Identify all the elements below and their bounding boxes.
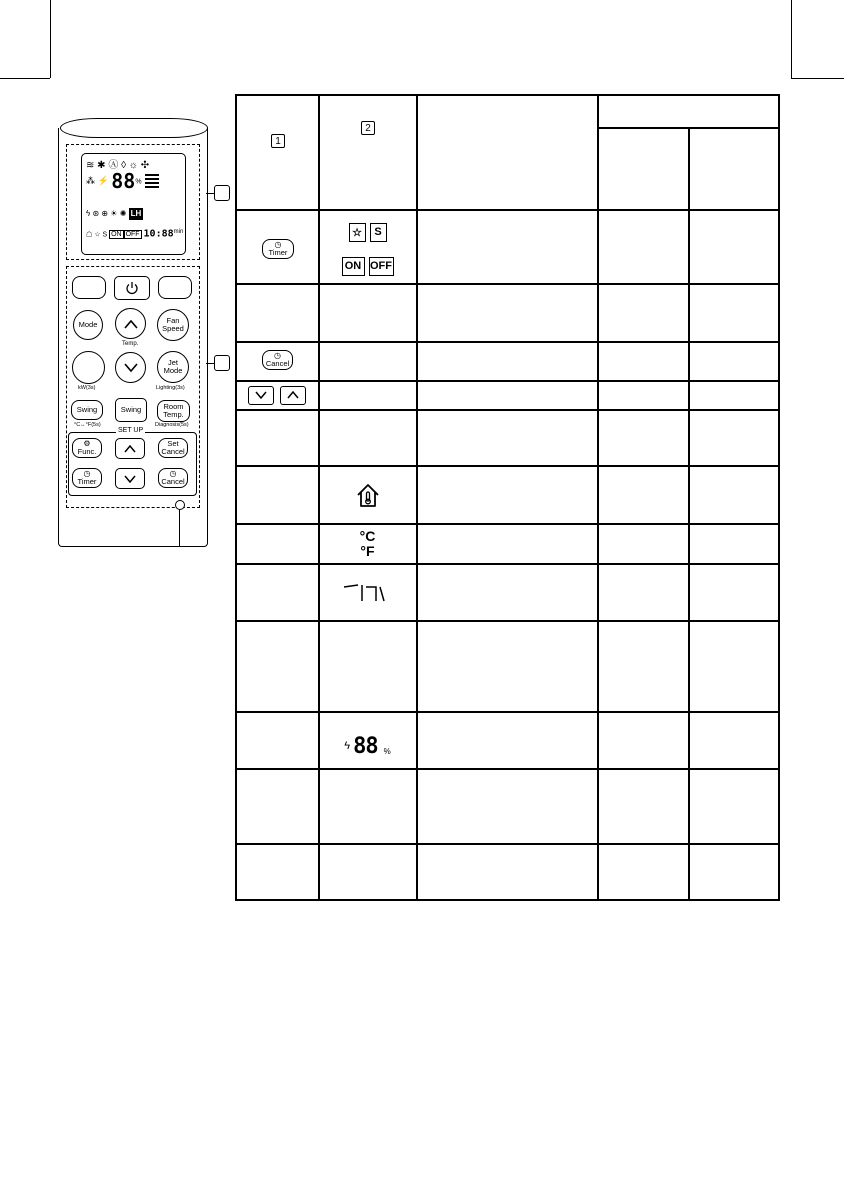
diagnosis-label: Diagnosis(5s) — [155, 422, 189, 428]
lcd-display — [81, 153, 186, 255]
swing-vertical-button[interactable]: Swing — [71, 400, 103, 420]
sensor-leader-line — [179, 509, 180, 547]
lighting-left-button[interactable] — [72, 276, 106, 299]
lighting-right-button[interactable] — [158, 276, 192, 299]
setup-up-button[interactable] — [115, 438, 145, 459]
chevron-up-icon — [280, 386, 306, 405]
crop-mark — [791, 78, 844, 79]
lcd-lh-badge: LH — [130, 209, 142, 218]
lcd-mode-icons: ≋ ✱ Ⓐ ◊ ☼ ✣ — [86, 160, 150, 171]
callout-leader — [206, 363, 214, 364]
setup-down-button[interactable] — [115, 468, 145, 489]
crop-mark — [50, 0, 51, 78]
lcd-row3: ϟ ⊛ ⊕ ☀ ✺ LH — [86, 209, 142, 218]
lcd-row4: ☖ ☆ S ON OFF $10:88^{min}$ — [86, 228, 184, 240]
function-table — [235, 94, 780, 901]
lighting-label: Lighting(3s) — [156, 385, 185, 391]
swing-horizontal-button[interactable]: Swing — [115, 398, 147, 422]
home-thermometer-icon — [319, 479, 416, 511]
room-temp-button[interactable]: Room Temp. — [157, 400, 190, 422]
up-down-buttons-icon — [243, 385, 311, 405]
chevron-down-icon — [124, 363, 138, 373]
lcd-row2: ⁂ ⚡ 88% — [86, 174, 159, 188]
fan-bars-icon — [145, 174, 159, 188]
temp-down-button[interactable] — [115, 352, 146, 383]
lcd-digits: 88 — [111, 169, 136, 193]
callout-leader — [206, 193, 214, 194]
setup-label: SET UP — [118, 427, 144, 434]
clock-icon: ◷ — [274, 240, 282, 249]
remote-top-cap — [60, 118, 208, 138]
cancel-button-icon: ◷ Cancel — [262, 350, 293, 370]
func-button[interactable]: ⚙ Func. — [72, 438, 102, 458]
power-button[interactable] — [114, 276, 150, 300]
humidity-display-icon: ϟ 88 % — [344, 733, 391, 759]
callout-1 — [214, 185, 230, 201]
fan-speed-button[interactable]: Fan Speed — [157, 309, 189, 341]
remote-control-illustration — [58, 118, 206, 546]
timer-button-icon: ◷ Timer — [262, 239, 294, 259]
header-display-number: 2 — [361, 121, 375, 135]
vane-icon — [342, 583, 394, 603]
chevron-up-icon — [124, 319, 138, 329]
gear-icon: ⚙ — [83, 439, 91, 448]
jet-mode-button[interactable]: Jet Mode — [157, 351, 189, 383]
sleep-timer-icons: ☆ S — [319, 220, 416, 244]
clock-icon: ◷ — [169, 469, 177, 478]
power-icon — [125, 281, 139, 295]
swing-vane-icons — [319, 579, 416, 607]
temp-up-button[interactable] — [115, 308, 146, 339]
kw-button[interactable] — [72, 351, 105, 384]
temp-label: Temp. — [122, 341, 139, 347]
cf-label: °C↔°F(5s) — [74, 422, 101, 428]
chevron-down-icon — [124, 475, 136, 483]
kw-label: kW(3s) — [78, 385, 96, 391]
crop-mark — [791, 0, 792, 78]
header-button-number: 1 — [271, 134, 285, 148]
clock-icon: ◷ — [83, 469, 91, 478]
timer-button[interactable]: ◷ Timer — [72, 468, 102, 488]
humidity-lightning-icon: ϟ — [344, 740, 351, 752]
star-icon: ☆ — [349, 223, 366, 242]
celsius-fahrenheit-icon: °C °F — [359, 528, 376, 559]
set-cancel-button[interactable]: Set Cancel — [158, 438, 188, 458]
callout-2 — [214, 355, 230, 371]
mode-button[interactable]: Mode — [73, 310, 103, 340]
on-off-icons: ON OFF — [319, 254, 416, 278]
ir-sensor — [175, 500, 185, 510]
chevron-up-icon — [124, 445, 136, 453]
crop-mark — [0, 78, 50, 79]
clock-icon: ◷ — [274, 351, 281, 360]
chevron-down-icon — [248, 386, 274, 405]
cancel-button[interactable]: ◷ Cancel — [158, 468, 188, 488]
